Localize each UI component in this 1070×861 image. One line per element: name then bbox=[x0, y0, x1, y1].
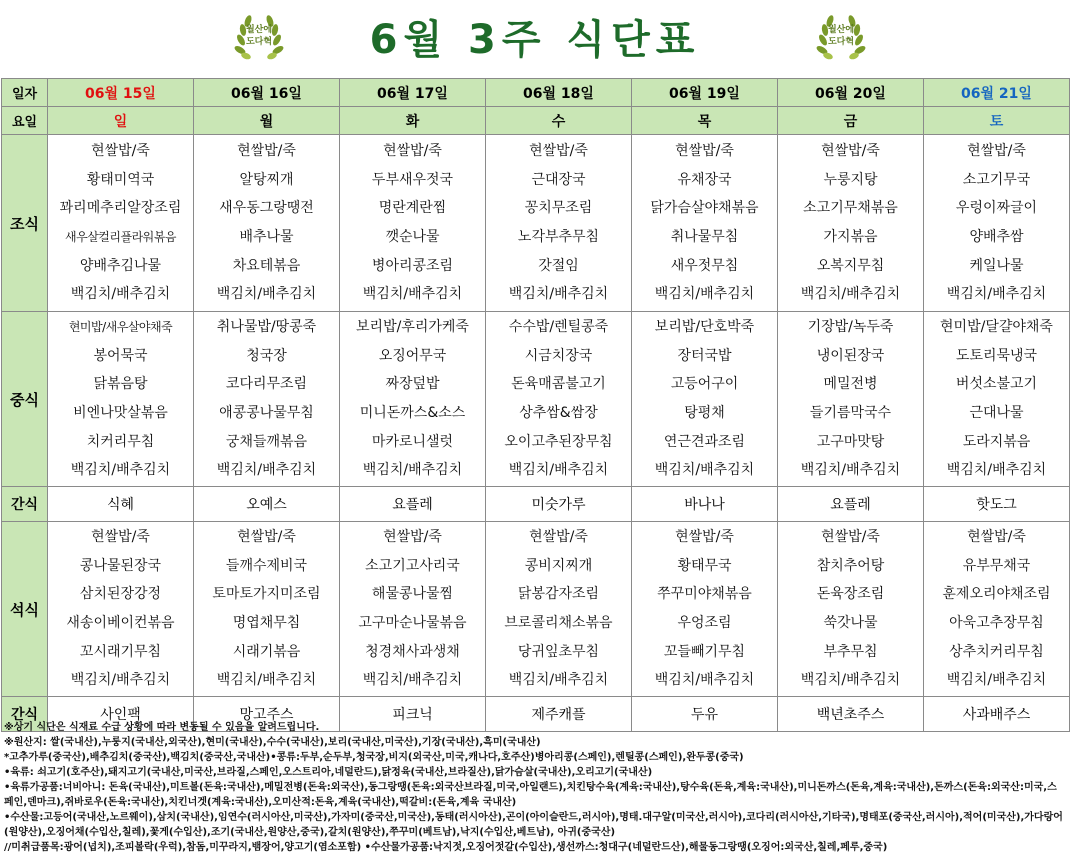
menu-item: 현미밥/달걀야채죽 bbox=[940, 318, 1053, 335]
meal-cell bbox=[48, 312, 194, 487]
menu-item: 치커리무침 bbox=[86, 433, 155, 450]
menu-item: 상추치커리무침 bbox=[949, 643, 1044, 660]
menu-item: 닭가슴살야채볶음 bbox=[650, 200, 759, 217]
menu-item: 백김치/배추김치 bbox=[654, 672, 755, 689]
menu-item: 보리밥/후리가케죽 bbox=[356, 318, 469, 335]
menu-item: 애콩콩나물무침 bbox=[219, 405, 314, 421]
menu-item: 짜장덮밥 bbox=[385, 376, 440, 393]
menu-item: 꽁치무조림 bbox=[524, 200, 593, 217]
snack-cell: 피크닉 bbox=[340, 697, 486, 732]
menu-item: 쑥갓나물 bbox=[823, 615, 878, 631]
menu-item: 백김치/배추김치 bbox=[946, 462, 1047, 479]
date-cell: 06월 19일 bbox=[632, 79, 778, 107]
note-line: •수산물:고등어(국내산,노르웨이),삼치(국내산),임연수(러시아산,미국산),가자미(중국산,미국산),동태(러시아산),곤이(아이슬란드,러시아),명태.대구알(미국산,러시아),코다리(러시아산,기타국),명태포(중국산,러시아),적어(미국산),가다랑어(원양산),오징어채(수입산,칠레),꽃게(수입산),조기(국내산,원양산,중국),갈치(원양산),쭈꾸미(베트남),낙지(수입산,베트남), 아귀(중국산) bbox=[4, 812, 1063, 838]
menu-item: 백김치/배추김치 bbox=[508, 672, 609, 689]
logo-right bbox=[814, 10, 868, 64]
menu-item: 청경채사과생채 bbox=[365, 643, 460, 660]
snack-cell: 식혜 bbox=[48, 487, 194, 522]
day-cell: 목 bbox=[632, 107, 778, 135]
menu-item: 토마토가지미조림 bbox=[212, 586, 321, 603]
menu-item: 백김치/배추김치 bbox=[946, 286, 1047, 303]
menu-item: 꼬들빼기무침 bbox=[663, 643, 746, 660]
menu-item: 메밀전병 bbox=[823, 376, 878, 393]
meal-cell bbox=[486, 312, 632, 487]
menu-item: 케일나물 bbox=[969, 257, 1024, 274]
menu-item: 황태무국 bbox=[677, 557, 732, 574]
menu-item: 우렁이짜글이 bbox=[955, 200, 1038, 217]
date-cell: 06월 18일 bbox=[486, 79, 632, 107]
menu-item: 백김치/배추김치 bbox=[362, 672, 463, 689]
snack-cell: 요플레 bbox=[340, 487, 486, 522]
menu-item: 현쌀밥/죽 bbox=[529, 528, 588, 545]
meal-cell bbox=[194, 135, 340, 312]
menu-item: 현미밥/새우살야채죽 bbox=[68, 319, 173, 334]
menu-item: 새우젓무침 bbox=[670, 257, 739, 274]
menu-item: 유채장국 bbox=[677, 171, 732, 188]
menu-item: 현쌀밥/죽 bbox=[821, 528, 880, 545]
menu-item: 유부무채국 bbox=[962, 557, 1031, 574]
menu-item: 고구마순나물볶음 bbox=[358, 615, 467, 631]
menu-item: 백김치/배추김치 bbox=[362, 462, 463, 479]
note-line: *고추가루(중국산),배추김치(중국산),백김치(중국산,국내산)•콩류:두부,순두부,청국장,비지(외국산,미국,캐나다,호주산)병아리콩(스페인),렌틸콩(스페인),완두콩(중국) bbox=[4, 752, 744, 763]
snack-cell: 바나나 bbox=[632, 487, 778, 522]
snack-cell: 망고주스 bbox=[194, 697, 340, 732]
day-cell: 화 bbox=[340, 107, 486, 135]
menu-item: 수수밥/렌틸콩죽 bbox=[508, 318, 609, 335]
menu-item: 현쌀밥/죽 bbox=[967, 528, 1026, 545]
menu-item: 소고기무채볶음 bbox=[803, 200, 898, 217]
snack-cell: 미숫가루 bbox=[486, 487, 632, 522]
meal-cell bbox=[778, 135, 924, 312]
menu-item: 현쌀밥/죽 bbox=[237, 142, 296, 159]
date-label: 일자 bbox=[2, 79, 48, 107]
meal-cell bbox=[194, 312, 340, 487]
snack-cell: 요플레 bbox=[778, 487, 924, 522]
menu-item: 훈제오리야채조림 bbox=[942, 586, 1051, 603]
menu-item: 백김치/배추김치 bbox=[216, 672, 317, 689]
menu-item: 백김치/배추김치 bbox=[508, 462, 609, 479]
menu-item: 양배추김나물 bbox=[79, 257, 162, 274]
menu-item: 백김치/배추김치 bbox=[216, 462, 317, 479]
menu-item: 콩비지찌개 bbox=[524, 557, 593, 574]
dinner-label: 석식 bbox=[2, 522, 48, 697]
menu-item: 소고기고사리국 bbox=[365, 557, 460, 574]
note-line: ※상기 식단은 식재료 수급 상황에 따라 변동될 수 있음을 알려드립니다. bbox=[4, 722, 320, 733]
menu-item: 시금치장국 bbox=[524, 347, 593, 364]
menu-item: 참치추어탕 bbox=[816, 557, 885, 574]
menu-item: 현쌀밥/죽 bbox=[967, 142, 1026, 159]
meal-cell bbox=[632, 135, 778, 312]
menu-item: 탕평채 bbox=[684, 405, 725, 421]
menu-item: 돈육매콤불고기 bbox=[511, 376, 606, 393]
menu-item: 소고기무국 bbox=[962, 171, 1031, 188]
menu-item: 백김치/배추김치 bbox=[654, 286, 755, 303]
note-line: •육류가공품:너비아니: 돈육(국내산),미트볼(돈육:국내산),메밀전병(돈육:외국산),동그랑땡(돈육:외국산브라질,미국,아일랜드),치킨탕수육(계육:국내산),탕수육(돈육,계육:국내산),미니돈까스(돈육,계육:국내산),돈까스(돈육:외국산:미국,스페인,덴마크),쥐바로우(돈육:국내산),치킨너겟(계육:국내산),오미산적:돈육,계육(국내산),떡갈비:(돈육,계육 국내산) bbox=[4, 782, 1057, 808]
dinner-row bbox=[2, 522, 1070, 697]
menu-item: 백김치/배추김치 bbox=[70, 286, 171, 303]
menu-item: 취나물밥/땅콩죽 bbox=[216, 318, 317, 335]
menu-item: 근대장국 bbox=[531, 171, 586, 188]
menu-item: 백김치/배추김치 bbox=[800, 462, 901, 479]
menu-item: 닭봉감자조림 bbox=[517, 586, 600, 603]
menu-item: 연근견과조림 bbox=[663, 433, 746, 450]
note-line: •육류: 쇠고기(호주산),돼지고기(국내산,미국산,브라질,스페인,오스트리아,네덜란드),닭정육(국내산,브라질산),닭가슴살(국내산),오리고기(국내산) bbox=[4, 767, 653, 778]
menu-item: 양배추쌈 bbox=[969, 229, 1024, 245]
meal-cell bbox=[340, 312, 486, 487]
snack-cell: 오예스 bbox=[194, 487, 340, 522]
menu-item: 현쌀밥/죽 bbox=[821, 142, 880, 159]
day-cell: 일 bbox=[48, 107, 194, 135]
menu-item: 백김치/배추김치 bbox=[946, 672, 1047, 689]
meal-cell bbox=[924, 522, 1070, 697]
menu-item: 백김치/배추김치 bbox=[800, 286, 901, 303]
menu-item: 백김치/배추김치 bbox=[70, 672, 171, 689]
menu-item: 콩나물된장국 bbox=[79, 557, 162, 574]
menu-item: 꽈리메추리알장조림 bbox=[59, 200, 182, 217]
menu-item: 알탕찌개 bbox=[239, 171, 294, 188]
menu-item: 노각부추무침 bbox=[517, 229, 600, 245]
menu-item: 누룽지탕 bbox=[823, 171, 878, 188]
menu-item: 냉이된장국 bbox=[816, 347, 885, 364]
menu-item: 코다리무조림 bbox=[225, 376, 308, 393]
date-row bbox=[2, 79, 1070, 107]
menu-item: 시래기볶음 bbox=[232, 643, 301, 660]
menu-item: 현쌀밥/죽 bbox=[237, 528, 296, 545]
menu-item: 현쌀밥/죽 bbox=[529, 142, 588, 159]
menu-item: 가지볶음 bbox=[823, 229, 878, 245]
snack1-label: 간식 bbox=[2, 487, 48, 522]
menu-item: 해물콩나물찜 bbox=[371, 586, 454, 603]
menu-item: 오징어무국 bbox=[378, 347, 447, 364]
menu-item: 백김치/배추김치 bbox=[216, 286, 317, 303]
menu-item: 상추쌈&쌈장 bbox=[519, 405, 598, 421]
meal-cell bbox=[632, 312, 778, 487]
menu-item: 닭볶음탕 bbox=[93, 376, 148, 393]
menu-item: 오복지무침 bbox=[816, 257, 885, 274]
meal-cell bbox=[632, 522, 778, 697]
menu-item: 우엉조림 bbox=[677, 615, 732, 631]
menu-item: 깻순나물 bbox=[385, 229, 440, 245]
menu-item: 들기름막국수 bbox=[809, 405, 892, 421]
menu-item: 두부새우젓국 bbox=[371, 171, 454, 188]
meal-cell bbox=[778, 522, 924, 697]
menu-item: 백김치/배추김치 bbox=[654, 462, 755, 479]
day-cell: 수 bbox=[486, 107, 632, 135]
menu-item: 쭈꾸미야채볶음 bbox=[657, 586, 752, 603]
day-cell: 금 bbox=[778, 107, 924, 135]
page-header bbox=[0, 0, 1070, 78]
menu-item: 청국장 bbox=[246, 347, 287, 364]
menu-item: 현쌀밥/죽 bbox=[675, 142, 734, 159]
menu-item: 현쌀밥/죽 bbox=[383, 528, 442, 545]
origin-notes bbox=[4, 720, 1066, 855]
menu-item: 백김치/배추김치 bbox=[508, 286, 609, 303]
menu-item: 버섯소불고기 bbox=[955, 376, 1038, 393]
menu-item: 차요테볶음 bbox=[232, 257, 301, 274]
menu-item: 장터국밥 bbox=[677, 347, 732, 364]
menu-item: 브로콜리채소볶음 bbox=[504, 615, 613, 631]
menu-item: 백김치/배추김치 bbox=[362, 286, 463, 303]
menu-item: 명엽채무침 bbox=[232, 615, 301, 631]
note-line: ※원산지: 쌀(국내산),누룽지(국내산,외국산),현미(국내산),수수(국내산),보리(국내산,미국산),기장(국내산),흑미(국내산) bbox=[4, 737, 541, 748]
menu-item: 새송이베이컨볶음 bbox=[66, 615, 175, 631]
meal-cell bbox=[194, 522, 340, 697]
meal-cell bbox=[48, 135, 194, 312]
snack-cell: 사과배주스 bbox=[924, 697, 1070, 732]
menu-item: 부추무침 bbox=[823, 643, 878, 660]
menu-item: 현쌀밥/죽 bbox=[383, 142, 442, 159]
day-cell: 월 bbox=[194, 107, 340, 135]
snack-cell: 제주캐플 bbox=[486, 697, 632, 732]
meal-cell bbox=[340, 522, 486, 697]
menu-item: 마카로니샐럿 bbox=[371, 433, 454, 450]
menu-item: 기장밥/녹두죽 bbox=[807, 318, 894, 335]
menu-item: 백김치/배추김치 bbox=[800, 672, 901, 689]
meal-cell bbox=[486, 522, 632, 697]
meal-cell bbox=[48, 522, 194, 697]
menu-item: 들깨수제비국 bbox=[225, 557, 308, 574]
menu-item: 삼치된장강정 bbox=[79, 586, 162, 603]
snack-cell: 사인팩 bbox=[48, 697, 194, 732]
breakfast-row bbox=[2, 135, 1070, 312]
menu-item: 아욱고추장무침 bbox=[949, 615, 1044, 631]
meal-cell bbox=[778, 312, 924, 487]
lunch-row bbox=[2, 312, 1070, 487]
meal-cell bbox=[924, 312, 1070, 487]
menu-item: 보리밥/단호박죽 bbox=[654, 318, 755, 335]
menu-item: 갓절임 bbox=[538, 257, 579, 274]
meal-cell bbox=[340, 135, 486, 312]
menu-item: 새우살컬리플라워볶음 bbox=[65, 230, 176, 244]
date-cell: 06월 16일 bbox=[194, 79, 340, 107]
snack-cell: 두유 bbox=[632, 697, 778, 732]
lunch-label: 중식 bbox=[2, 312, 48, 487]
meal-cell bbox=[924, 135, 1070, 312]
menu-item: 비엔나맛살볶음 bbox=[73, 405, 168, 421]
menu-item: 현쌀밥/죽 bbox=[675, 528, 734, 545]
note-line: //미취급품목:광어(넙치),조피볼락(우럭),참돔,미꾸라지,뱀장어,양고기(염소포함) •수산물가공품:낙지젓,오징어젓갈(수입산),생선까스:청대구(네덜란드산),해물동그랑땡(오징어:외국산,칠레,페루,중국) bbox=[4, 842, 888, 853]
snack-cell: 핫도그 bbox=[924, 487, 1070, 522]
meal-cell bbox=[486, 135, 632, 312]
menu-item: 병아리콩조림 bbox=[371, 257, 454, 274]
menu-item: 도라지볶음 bbox=[962, 433, 1031, 450]
page-title: 6월 3주 식단표 bbox=[369, 17, 701, 63]
date-cell: 06월 21일 bbox=[924, 79, 1070, 107]
menu-item: 근대나물 bbox=[969, 405, 1024, 421]
menu-item: 고구마맛탕 bbox=[816, 433, 885, 450]
breakfast-label: 조식 bbox=[2, 135, 48, 312]
snack-cell: 백년초주스 bbox=[778, 697, 924, 732]
menu-item: 황태미역국 bbox=[86, 171, 155, 188]
menu-item: 배추나물 bbox=[239, 229, 294, 245]
menu-item: 취나물무침 bbox=[670, 229, 739, 245]
menu-item: 당귀잎초무침 bbox=[517, 643, 600, 660]
menu-item: 명란계란찜 bbox=[378, 200, 447, 217]
menu-item: 새우동그랑땡전 bbox=[219, 200, 314, 217]
menu-item: 고등어구이 bbox=[670, 376, 739, 393]
menu-item: 미니돈까스&소스 bbox=[359, 405, 466, 421]
day-cell: 토 bbox=[924, 107, 1070, 135]
date-cell: 06월 17일 bbox=[340, 79, 486, 107]
logo-left-text: 월산에 도다혁 bbox=[245, 25, 273, 47]
menu-item: 현쌀밥/죽 bbox=[91, 142, 150, 159]
menu-item: 도토리묵냉국 bbox=[955, 347, 1038, 364]
date-cell: 06월 15일 bbox=[48, 79, 194, 107]
day-label: 요일 bbox=[2, 107, 48, 135]
menu-item: 오이고추된장무침 bbox=[504, 433, 613, 450]
menu-item: 현쌀밥/죽 bbox=[91, 528, 150, 545]
day-row bbox=[2, 107, 1070, 135]
menu-item: 궁채들깨볶음 bbox=[225, 433, 308, 450]
menu-item: 백김치/배추김치 bbox=[70, 462, 171, 479]
snack1-row bbox=[2, 487, 1070, 522]
menu-item: 꼬시래기무침 bbox=[79, 643, 162, 660]
date-cell: 06월 20일 bbox=[778, 79, 924, 107]
logo-right-text: 월산에 도다혁 bbox=[827, 25, 855, 47]
snack2-label: 간식 bbox=[2, 697, 48, 732]
menu-item: 돈육장조림 bbox=[816, 586, 885, 603]
menu-table bbox=[1, 78, 1070, 732]
menu-item: 봉어묵국 bbox=[93, 347, 148, 364]
